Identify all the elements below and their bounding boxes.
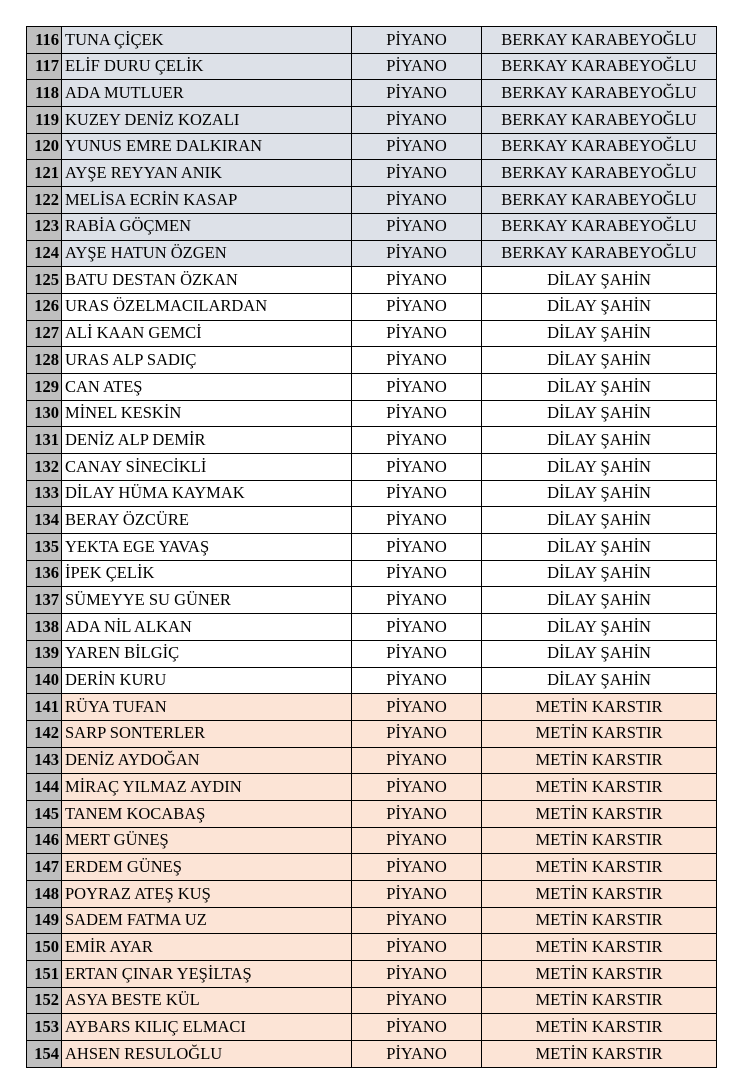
instrument-cell: PİYANO xyxy=(352,640,482,667)
teacher-name-cell: DİLAY ŞAHİN xyxy=(482,427,717,454)
row-number-cell: 130 xyxy=(27,400,62,427)
teacher-name-cell: BERKAY KARABEYOĞLU xyxy=(482,187,717,214)
teacher-name-cell: METİN KARSTIR xyxy=(482,1041,717,1068)
teacher-name-cell: METİN KARSTIR xyxy=(482,720,717,747)
table-row xyxy=(27,187,717,214)
student-name-cell: AYŞE HATUN ÖZGEN xyxy=(62,240,352,267)
instrument-cell: PİYANO xyxy=(352,987,482,1014)
instrument-cell: PİYANO xyxy=(352,213,482,240)
teacher-name-cell: METİN KARSTIR xyxy=(482,881,717,908)
table-row xyxy=(27,347,717,374)
row-number-cell: 132 xyxy=(27,454,62,481)
instrument-cell: PİYANO xyxy=(352,934,482,961)
teacher-name-cell: METİN KARSTIR xyxy=(482,800,717,827)
student-name-cell: DERİN KURU xyxy=(62,667,352,694)
instrument-cell: PİYANO xyxy=(352,1041,482,1068)
teacher-name-cell: METİN KARSTIR xyxy=(482,907,717,934)
instrument-cell: PİYANO xyxy=(352,560,482,587)
table-row xyxy=(27,827,717,854)
student-name-cell: ADA NİL ALKAN xyxy=(62,614,352,641)
row-number-cell: 141 xyxy=(27,694,62,721)
teacher-name-cell: DİLAY ŞAHİN xyxy=(482,347,717,374)
instrument-cell: PİYANO xyxy=(352,320,482,347)
instrument-cell: PİYANO xyxy=(352,267,482,294)
table-row xyxy=(27,80,717,107)
table-row xyxy=(27,800,717,827)
student-name-cell: KUZEY DENİZ KOZALI xyxy=(62,107,352,134)
student-name-cell: CANAY SİNECİKLİ xyxy=(62,454,352,481)
teacher-name-cell: DİLAY ŞAHİN xyxy=(482,400,717,427)
instrument-cell: PİYANO xyxy=(352,454,482,481)
instrument-cell: PİYANO xyxy=(352,614,482,641)
teacher-name-cell: DİLAY ŞAHİN xyxy=(482,480,717,507)
student-name-cell: YUNUS EMRE DALKIRAN xyxy=(62,133,352,160)
row-number-cell: 124 xyxy=(27,240,62,267)
instrument-cell: PİYANO xyxy=(352,240,482,267)
student-name-cell: YAREN BİLGİÇ xyxy=(62,640,352,667)
table-row xyxy=(27,373,717,400)
teacher-name-cell: METİN KARSTIR xyxy=(482,854,717,881)
student-name-cell: ADA MUTLUER xyxy=(62,80,352,107)
student-name-cell: DENİZ ALP DEMİR xyxy=(62,427,352,454)
instrument-cell: PİYANO xyxy=(352,774,482,801)
row-number-cell: 121 xyxy=(27,160,62,187)
teacher-name-cell: BERKAY KARABEYOĞLU xyxy=(482,27,717,54)
student-name-cell: MELİSA ECRİN KASAP xyxy=(62,187,352,214)
teacher-name-cell: METİN KARSTIR xyxy=(482,747,717,774)
instrument-cell: PİYANO xyxy=(352,427,482,454)
table-row xyxy=(27,1014,717,1041)
row-number-cell: 117 xyxy=(27,53,62,80)
teacher-name-cell: METİN KARSTIR xyxy=(482,961,717,988)
table-row xyxy=(27,747,717,774)
instrument-cell: PİYANO xyxy=(352,187,482,214)
table-row xyxy=(27,987,717,1014)
instrument-cell: PİYANO xyxy=(352,720,482,747)
table-row xyxy=(27,854,717,881)
instrument-cell: PİYANO xyxy=(352,961,482,988)
teacher-name-cell: DİLAY ŞAHİN xyxy=(482,640,717,667)
row-number-cell: 119 xyxy=(27,107,62,134)
table-row xyxy=(27,587,717,614)
student-name-cell: TANEM KOCABAŞ xyxy=(62,800,352,827)
table-row xyxy=(27,27,717,54)
table-row xyxy=(27,267,717,294)
table-row xyxy=(27,454,717,481)
table-row xyxy=(27,293,717,320)
table-body xyxy=(27,27,717,1068)
student-name-cell: AYŞE REYYAN ANIK xyxy=(62,160,352,187)
teacher-name-cell: DİLAY ŞAHİN xyxy=(482,560,717,587)
row-number-cell: 123 xyxy=(27,213,62,240)
student-name-cell: ELİF DURU ÇELİK xyxy=(62,53,352,80)
instrument-cell: PİYANO xyxy=(352,587,482,614)
row-number-cell: 154 xyxy=(27,1041,62,1068)
instrument-cell: PİYANO xyxy=(352,293,482,320)
table-row xyxy=(27,640,717,667)
table-row xyxy=(27,694,717,721)
teacher-name-cell: METİN KARSTIR xyxy=(482,774,717,801)
row-number-cell: 129 xyxy=(27,373,62,400)
instrument-cell: PİYANO xyxy=(352,107,482,134)
student-name-cell: AYBARS KILIÇ ELMACI xyxy=(62,1014,352,1041)
instrument-cell: PİYANO xyxy=(352,53,482,80)
teacher-name-cell: BERKAY KARABEYOĞLU xyxy=(482,240,717,267)
table-row xyxy=(27,720,717,747)
student-name-cell: URAS ÖZELMACILARDAN xyxy=(62,293,352,320)
row-number-cell: 118 xyxy=(27,80,62,107)
row-number-cell: 152 xyxy=(27,987,62,1014)
table-row xyxy=(27,667,717,694)
student-name-cell: SARP SONTERLER xyxy=(62,720,352,747)
table-row xyxy=(27,240,717,267)
row-number-cell: 131 xyxy=(27,427,62,454)
student-name-cell: RABİA GÖÇMEN xyxy=(62,213,352,240)
teacher-name-cell: DİLAY ŞAHİN xyxy=(482,454,717,481)
instrument-cell: PİYANO xyxy=(352,507,482,534)
student-name-cell: SÜMEYYE SU GÜNER xyxy=(62,587,352,614)
row-number-cell: 150 xyxy=(27,934,62,961)
table-row xyxy=(27,480,717,507)
teacher-name-cell: DİLAY ŞAHİN xyxy=(482,293,717,320)
instrument-cell: PİYANO xyxy=(352,480,482,507)
table-row xyxy=(27,907,717,934)
table-row xyxy=(27,507,717,534)
teacher-name-cell: DİLAY ŞAHİN xyxy=(482,534,717,561)
instrument-cell: PİYANO xyxy=(352,27,482,54)
teacher-name-cell: DİLAY ŞAHİN xyxy=(482,267,717,294)
instrument-cell: PİYANO xyxy=(352,400,482,427)
student-name-cell: ERDEM GÜNEŞ xyxy=(62,854,352,881)
instrument-cell: PİYANO xyxy=(352,854,482,881)
student-name-cell: DİLAY HÜMA KAYMAK xyxy=(62,480,352,507)
instrument-cell: PİYANO xyxy=(352,534,482,561)
table-row xyxy=(27,614,717,641)
instrument-cell: PİYANO xyxy=(352,80,482,107)
table-row xyxy=(27,934,717,961)
instrument-cell: PİYANO xyxy=(352,1014,482,1041)
row-number-cell: 147 xyxy=(27,854,62,881)
student-name-cell: AHSEN RESULOĞLU xyxy=(62,1041,352,1068)
teacher-name-cell: BERKAY KARABEYOĞLU xyxy=(482,133,717,160)
row-number-cell: 148 xyxy=(27,881,62,908)
student-name-cell: RÜYA TUFAN xyxy=(62,694,352,721)
teacher-name-cell: DİLAY ŞAHİN xyxy=(482,373,717,400)
row-number-cell: 133 xyxy=(27,480,62,507)
teacher-name-cell: METİN KARSTIR xyxy=(482,694,717,721)
row-number-cell: 145 xyxy=(27,800,62,827)
row-number-cell: 153 xyxy=(27,1014,62,1041)
teacher-name-cell: METİN KARSTIR xyxy=(482,1014,717,1041)
teacher-name-cell: METİN KARSTIR xyxy=(482,934,717,961)
table-row xyxy=(27,400,717,427)
student-table xyxy=(26,26,717,1068)
student-name-cell: YEKTA EGE YAVAŞ xyxy=(62,534,352,561)
table-row xyxy=(27,560,717,587)
table-row xyxy=(27,213,717,240)
row-number-cell: 126 xyxy=(27,293,62,320)
row-number-cell: 140 xyxy=(27,667,62,694)
student-name-cell: SADEM FATMA UZ xyxy=(62,907,352,934)
student-name-cell: BATU DESTAN ÖZKAN xyxy=(62,267,352,294)
student-name-cell: ALİ KAAN GEMCİ xyxy=(62,320,352,347)
table-row xyxy=(27,881,717,908)
teacher-name-cell: DİLAY ŞAHİN xyxy=(482,320,717,347)
teacher-name-cell: DİLAY ŞAHİN xyxy=(482,614,717,641)
instrument-cell: PİYANO xyxy=(352,881,482,908)
student-name-cell: DENİZ AYDOĞAN xyxy=(62,747,352,774)
table-row xyxy=(27,53,717,80)
student-name-cell: ERTAN ÇINAR YEŞİLTAŞ xyxy=(62,961,352,988)
teacher-name-cell: BERKAY KARABEYOĞLU xyxy=(482,80,717,107)
student-name-cell: URAS ALP SADIÇ xyxy=(62,347,352,374)
row-number-cell: 146 xyxy=(27,827,62,854)
teacher-name-cell: BERKAY KARABEYOĞLU xyxy=(482,213,717,240)
student-name-cell: POYRAZ ATEŞ KUŞ xyxy=(62,881,352,908)
table-row xyxy=(27,320,717,347)
instrument-cell: PİYANO xyxy=(352,800,482,827)
table-row xyxy=(27,1041,717,1068)
row-number-cell: 135 xyxy=(27,534,62,561)
row-number-cell: 139 xyxy=(27,640,62,667)
instrument-cell: PİYANO xyxy=(352,827,482,854)
instrument-cell: PİYANO xyxy=(352,667,482,694)
table-row xyxy=(27,107,717,134)
row-number-cell: 137 xyxy=(27,587,62,614)
teacher-name-cell: BERKAY KARABEYOĞLU xyxy=(482,53,717,80)
row-number-cell: 127 xyxy=(27,320,62,347)
student-name-cell: MİRAÇ YILMAZ AYDIN xyxy=(62,774,352,801)
teacher-name-cell: BERKAY KARABEYOĞLU xyxy=(482,160,717,187)
row-number-cell: 144 xyxy=(27,774,62,801)
teacher-name-cell: DİLAY ŞAHİN xyxy=(482,507,717,534)
instrument-cell: PİYANO xyxy=(352,373,482,400)
row-number-cell: 143 xyxy=(27,747,62,774)
student-name-cell: MERT GÜNEŞ xyxy=(62,827,352,854)
row-number-cell: 122 xyxy=(27,187,62,214)
instrument-cell: PİYANO xyxy=(352,747,482,774)
student-name-cell: MİNEL KESKİN xyxy=(62,400,352,427)
table-row xyxy=(27,961,717,988)
instrument-cell: PİYANO xyxy=(352,160,482,187)
row-number-cell: 142 xyxy=(27,720,62,747)
teacher-name-cell: DİLAY ŞAHİN xyxy=(482,667,717,694)
table-row xyxy=(27,133,717,160)
row-number-cell: 138 xyxy=(27,614,62,641)
table-row xyxy=(27,534,717,561)
row-number-cell: 116 xyxy=(27,27,62,54)
student-name-cell: ASYA BESTE KÜL xyxy=(62,987,352,1014)
row-number-cell: 125 xyxy=(27,267,62,294)
student-name-cell: İPEK ÇELİK xyxy=(62,560,352,587)
row-number-cell: 120 xyxy=(27,133,62,160)
instrument-cell: PİYANO xyxy=(352,694,482,721)
table-row xyxy=(27,427,717,454)
teacher-name-cell: METİN KARSTIR xyxy=(482,827,717,854)
student-name-cell: BERAY ÖZCÜRE xyxy=(62,507,352,534)
row-number-cell: 149 xyxy=(27,907,62,934)
instrument-cell: PİYANO xyxy=(352,347,482,374)
instrument-cell: PİYANO xyxy=(352,907,482,934)
teacher-name-cell: METİN KARSTIR xyxy=(482,987,717,1014)
teacher-name-cell: BERKAY KARABEYOĞLU xyxy=(482,107,717,134)
row-number-cell: 134 xyxy=(27,507,62,534)
student-name-cell: EMİR AYAR xyxy=(62,934,352,961)
row-number-cell: 151 xyxy=(27,961,62,988)
student-name-cell: TUNA ÇİÇEK xyxy=(62,27,352,54)
instrument-cell: PİYANO xyxy=(352,133,482,160)
table-row xyxy=(27,774,717,801)
teacher-name-cell: DİLAY ŞAHİN xyxy=(482,587,717,614)
row-number-cell: 136 xyxy=(27,560,62,587)
student-name-cell: CAN ATEŞ xyxy=(62,373,352,400)
table-row xyxy=(27,160,717,187)
row-number-cell: 128 xyxy=(27,347,62,374)
